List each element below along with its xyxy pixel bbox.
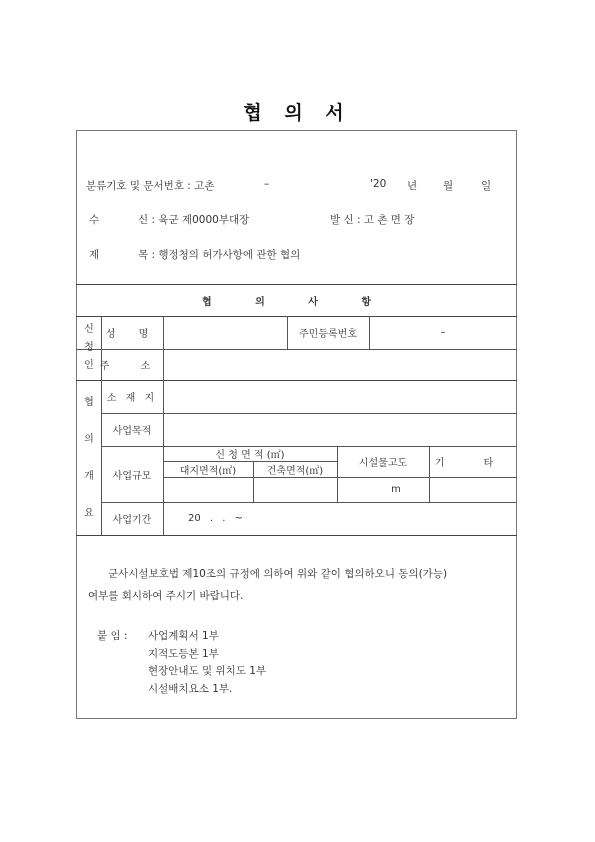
purpose-label: 사업목적	[112, 426, 152, 437]
attachments-label: 붙 임 :	[97, 630, 128, 642]
document-title: 협 의 서	[243, 102, 352, 124]
subject-value: 목 : 행정청의 허가사항에 관한 협의	[138, 249, 301, 261]
doc-number-dash: –	[264, 178, 270, 190]
attachment-item: 사업계획서 1부	[148, 630, 219, 642]
period-value: 20 . . ~	[188, 513, 243, 524]
date-year: '20	[370, 178, 387, 190]
resident-no-label: 주민등록번호	[299, 329, 357, 340]
table-bottom	[76, 535, 517, 536]
body-line-1: 군사시설보호법 제10조의 규정에 의하여 위와 같이 협의하오니 동의(가능)	[108, 568, 448, 580]
doc-number-label: 분류기호 및 문서번호 : 고촌	[86, 180, 215, 192]
area-header: 신 청 면 적 (㎡)	[215, 450, 285, 461]
to-value: 신 : 육군 제0000부대장	[138, 214, 250, 226]
etc-header: 기 타	[434, 458, 512, 469]
to-label: 수	[89, 214, 100, 226]
date-year-unit: 년	[407, 180, 418, 192]
attachment-item: 시설배치요소 1부.	[148, 683, 233, 695]
date-month-unit: 월	[443, 180, 454, 192]
resident-no-dash: –	[440, 327, 446, 338]
address-label: 주 소	[99, 361, 165, 372]
section-title: 협 의 사 항	[201, 296, 392, 308]
scale-label: 사업규모	[112, 470, 152, 482]
land-area-header: 대지면적(㎡)	[179, 465, 237, 477]
from-value: 발 신 : 고 촌 면 장	[330, 214, 415, 226]
overview-group-label: 협 의 개 요	[84, 397, 94, 519]
date-day-unit: 일	[481, 180, 492, 192]
height-unit: m	[391, 484, 401, 495]
height-header: 시설물고도	[358, 458, 408, 469]
attachment-item: 지적도등본 1부	[148, 648, 219, 660]
building-area-header: 건축면적(㎡)	[266, 465, 324, 477]
subject-label: 제	[89, 249, 100, 261]
name-label: 성 명	[105, 329, 159, 340]
period-label: 사업기간	[112, 515, 152, 526]
attachment-item: 현장안내도 및 위치도 1부	[148, 665, 267, 677]
applicant-group-label: 신 청 인	[84, 324, 94, 371]
location-label: 소 재 지	[106, 393, 158, 404]
body-line-2: 여부를 회시하여 주시기 바랍니다.	[88, 590, 244, 602]
col-line	[163, 316, 164, 535]
